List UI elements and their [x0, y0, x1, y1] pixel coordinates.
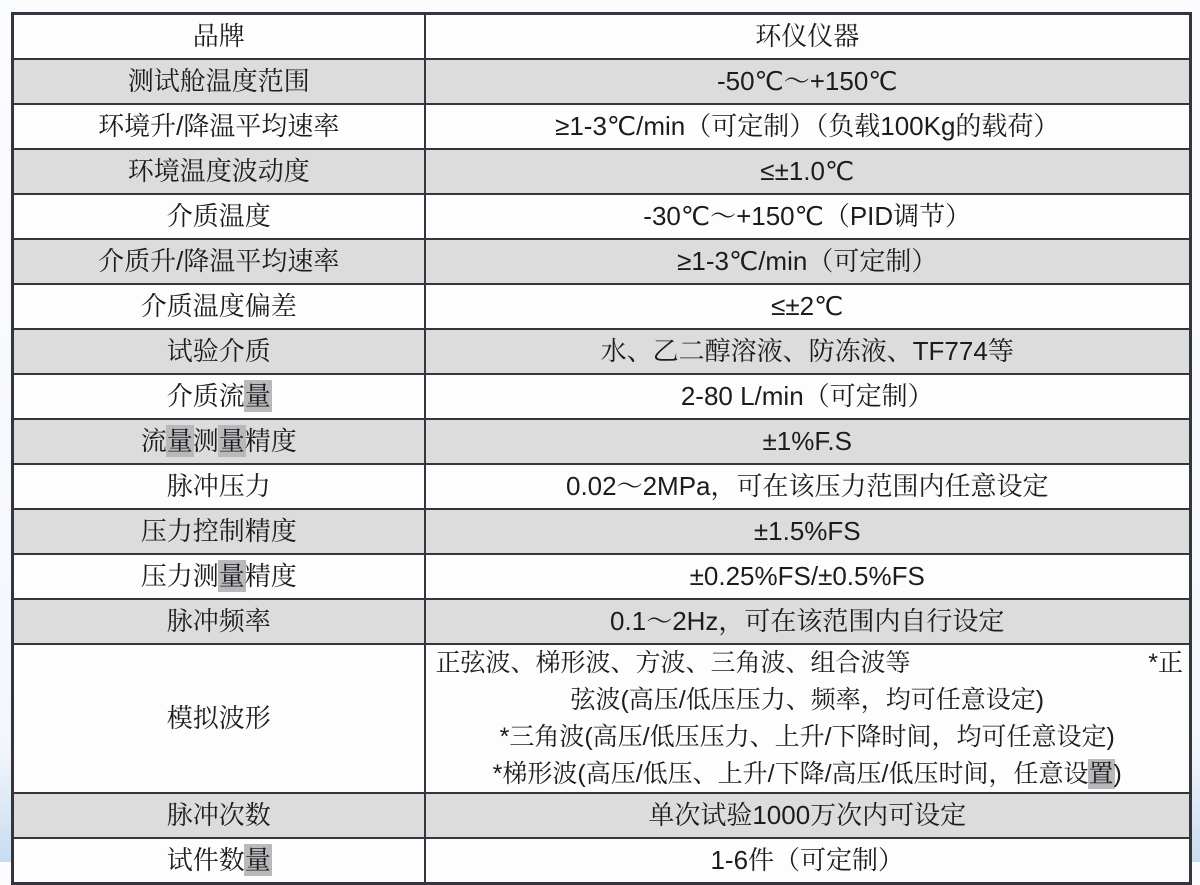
waveform-line-2: 弦波(高压/低压压力、频率，均可任意设定) — [570, 686, 1045, 715]
waveform-line-3: *三角波(高压/低压压力、上升/下降时间，均可任意设定) — [499, 722, 1115, 751]
table-row — [13, 419, 1191, 464]
table-row — [13, 149, 1191, 194]
param-label: 介质温度偏差 — [140, 290, 297, 321]
table-row — [13, 329, 1191, 374]
waveform-line-4: *梯形波(高压/低压、上升/下降/高压/低压时间，任意设置) — [492, 759, 1122, 788]
param-label: 环境温度波动度 — [127, 155, 310, 186]
param-cell — [13, 464, 425, 509]
value-text: 0.02～2MPa，可在该压力范围内任意设定 — [565, 470, 1049, 501]
param-cell — [13, 329, 425, 374]
header-value-cell — [425, 14, 1191, 60]
param-label: 测试舱温度范围 — [127, 65, 310, 96]
value-cell — [425, 793, 1191, 838]
value-text: ±1%F.S — [762, 425, 852, 456]
param-label: 脉冲压力 — [166, 470, 271, 501]
table-row — [13, 838, 1191, 884]
waveform-row — [13, 644, 1191, 793]
param-cell — [13, 194, 425, 239]
value-cell — [425, 194, 1191, 239]
value-cell — [425, 599, 1191, 644]
value-cell — [425, 464, 1191, 509]
value-text: -50℃～+150℃ — [716, 65, 898, 96]
param-cell — [13, 644, 425, 793]
waveform-line-1-left: 正弦波、梯形波、方波、三角波、组合波等 — [435, 649, 911, 678]
table-row — [13, 793, 1191, 838]
value-text: 1-6件（可定制） — [710, 844, 905, 875]
value-cell — [425, 554, 1191, 599]
param-label: 环境升/降温平均速率 — [98, 110, 340, 141]
brand-value: 环仪仪器 — [755, 20, 860, 51]
param-label: 试件数量 — [166, 844, 271, 875]
param-cell — [13, 419, 425, 464]
value-text: ≥1-3℃/min（可定制） — [677, 245, 938, 276]
value-text: -30℃～+150℃（PID调节） — [643, 200, 972, 231]
param-cell — [13, 284, 425, 329]
waveform-line-1-right: *正 — [1148, 649, 1183, 678]
table-row — [13, 509, 1191, 554]
param-label: 模拟波形 — [166, 702, 271, 733]
waveform-value-cell — [425, 644, 1191, 793]
param-label: 试验介质 — [166, 335, 271, 366]
table-row — [13, 194, 1191, 239]
value-cell — [425, 374, 1191, 419]
param-cell — [13, 838, 425, 884]
value-text: ≤±2℃ — [771, 290, 844, 321]
param-label: 介质流量 — [166, 380, 271, 411]
table-row — [13, 284, 1191, 329]
value-text: ±0.25%FS/±0.5%FS — [689, 560, 925, 591]
value-cell — [425, 329, 1191, 374]
value-cell — [425, 284, 1191, 329]
param-label: 压力测量精度 — [140, 560, 297, 591]
param-label: 脉冲次数 — [166, 799, 271, 830]
param-label: 流量测量精度 — [140, 425, 297, 456]
value-text: 0.1～2Hz，可在该范围内自行设定 — [610, 605, 1005, 636]
value-text: ±1.5%FS — [753, 515, 861, 546]
param-cell — [13, 239, 425, 284]
table-row — [13, 554, 1191, 599]
param-label: 脉冲频率 — [166, 605, 271, 636]
table-row — [13, 104, 1191, 149]
table-row — [13, 464, 1191, 509]
param-label: 介质升/降温平均速率 — [98, 245, 340, 276]
value-cell — [425, 509, 1191, 554]
param-cell — [13, 509, 425, 554]
value-cell — [425, 59, 1191, 104]
table-header-row — [13, 14, 1191, 60]
brand-label: 品牌 — [192, 20, 245, 51]
value-cell — [425, 239, 1191, 284]
table-row — [13, 374, 1191, 419]
waveform-lines — [430, 645, 1186, 792]
param-cell — [13, 554, 425, 599]
param-cell — [13, 149, 425, 194]
value-text: 2-80 L/min（可定制） — [680, 380, 934, 411]
value-text: ≤±1.0℃ — [760, 155, 855, 186]
header-param-cell — [13, 14, 425, 60]
spec-table — [11, 12, 1192, 885]
param-cell — [13, 599, 425, 644]
table-row — [13, 59, 1191, 104]
value-cell — [425, 419, 1191, 464]
param-cell — [13, 793, 425, 838]
value-cell — [425, 149, 1191, 194]
value-text: ≥1-3℃/min（可定制）（负载100Kg的载荷） — [555, 110, 1060, 141]
table-row — [13, 239, 1191, 284]
value-text: 水、乙二醇溶液、防冻液、TF774等 — [600, 335, 1014, 366]
param-cell — [13, 374, 425, 419]
value-cell — [425, 104, 1191, 149]
table-row — [13, 599, 1191, 644]
value-cell — [425, 838, 1191, 884]
param-cell — [13, 59, 425, 104]
param-cell — [13, 104, 425, 149]
waveform-line-1 — [430, 645, 1186, 681]
value-text: 单次试验1000万次内可设定 — [648, 799, 967, 830]
param-label: 介质温度 — [166, 200, 271, 231]
param-label: 压力控制精度 — [140, 515, 297, 546]
